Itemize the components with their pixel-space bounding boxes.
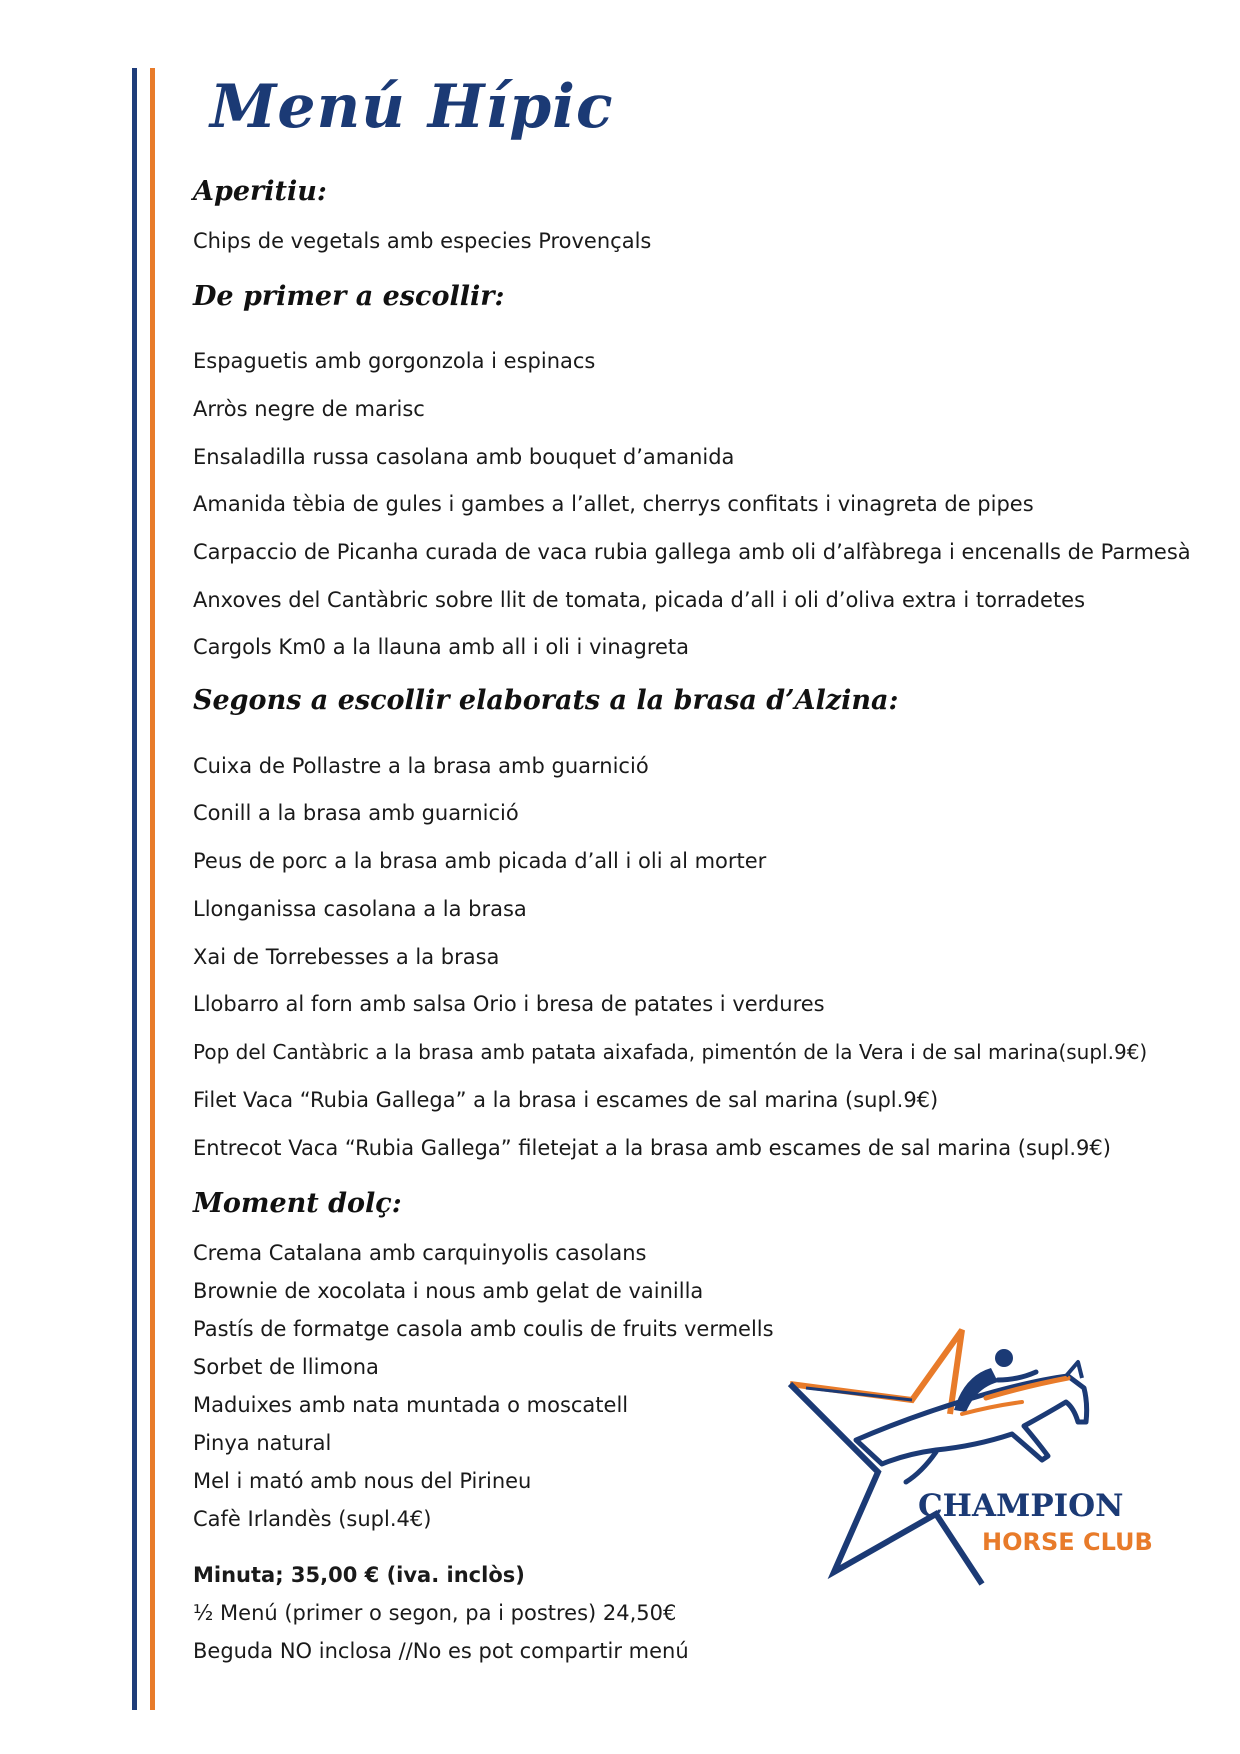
postre-item: Pastís de formatge casola amb coulis de fruits vermells (193, 1317, 774, 1341)
segon-item: Entrecot Vaca “Rubia Gallega” filetejat a la brasa amb escames de sal marina (supl.9€) (193, 1136, 1111, 1160)
left-border-orange (150, 68, 155, 1710)
drinks-note: Beguda NO inclosa //No es pot compartir menú (193, 1639, 689, 1663)
left-border-blue (132, 68, 137, 1710)
primer-item: Ensaladilla russa casolana amb bouquet d’amanida (193, 445, 735, 469)
champion-horse-club-logo (786, 1322, 1153, 1592)
postre-item: Mel i mató amb nous del Pirineu (193, 1469, 532, 1493)
aperitiu-item: Chips de vegetals amb especies Provençals (193, 229, 652, 253)
heading-segons: Segons a escollir elaborats a la brasa d’Alzina: (193, 685, 899, 716)
heading-aperitiu: Aperitiu: (193, 176, 327, 207)
postre-item: Brownie de xocolata i nous amb gelat de vainilla (193, 1279, 704, 1303)
postre-item: Pinya natural (193, 1431, 332, 1455)
segon-item: Llobarro al forn amb salsa Orio i bresa de patates i verdures (193, 992, 825, 1016)
menu-title: Menú Hípic (210, 72, 614, 142)
primer-item: Arròs negre de marisc (193, 397, 425, 421)
primer-item: Anxoves del Cantàbric sobre llit de tomata, picada d’all i oli d’oliva extra i torradetes (193, 588, 1086, 612)
segon-item: Pop del Cantàbric a la brasa amb patata aixafada, pimentón de la Vera i de sal marina(supl.9€) (193, 1040, 1148, 1064)
heading-primers: De primer a escollir: (193, 281, 505, 312)
postre-item: Maduixes amb nata muntada o moscatell (193, 1393, 629, 1417)
segon-item: Xai de Torrebesses a la brasa (193, 945, 500, 969)
primer-item: Cargols Km0 a la llauna amb all i oli i vinagreta (193, 635, 690, 659)
price-line: Minuta; 35,00 € (iva. inclòs) (193, 1563, 525, 1587)
segon-item: Conill a la brasa amb guarnició (193, 801, 519, 825)
postre-item: Sorbet de llimona (193, 1355, 379, 1379)
postre-item: Crema Catalana amb carquinyolis casolans (193, 1241, 647, 1265)
segon-item: Cuixa de Pollastre a la brasa amb guarnició (193, 754, 649, 778)
primer-item: Espaguetis amb gorgonzola i espinacs (193, 349, 596, 373)
logo-text-horse-club: HORSE CLUB (982, 1528, 1153, 1556)
segon-item: Llonganissa casolana a la brasa (193, 897, 527, 921)
logo-text-champion: CHAMPION (918, 1488, 1124, 1524)
segon-item: Peus de porc a la brasa amb picada d’all i oli al morter (193, 849, 767, 873)
segon-item: Filet Vaca “Rubia Gallega” a la brasa i escames de sal marina (supl.9€) (193, 1088, 939, 1112)
heading-postres: Moment dolç: (193, 1188, 402, 1219)
half-menu-line: ½ Menú (primer o segon, pa i postres) 24,50€ (193, 1601, 677, 1625)
primer-item: Carpaccio de Picanha curada de vaca rubia gallega amb oli d’alfàbrega i encenalls de Parmesà (193, 540, 1191, 564)
primer-item: Amanida tèbia de gules i gambes a l’allet, cherrys confitats i vinagreta de pipes (193, 492, 1034, 516)
postre-item: Cafè Irlandès (supl.4€) (193, 1507, 432, 1531)
